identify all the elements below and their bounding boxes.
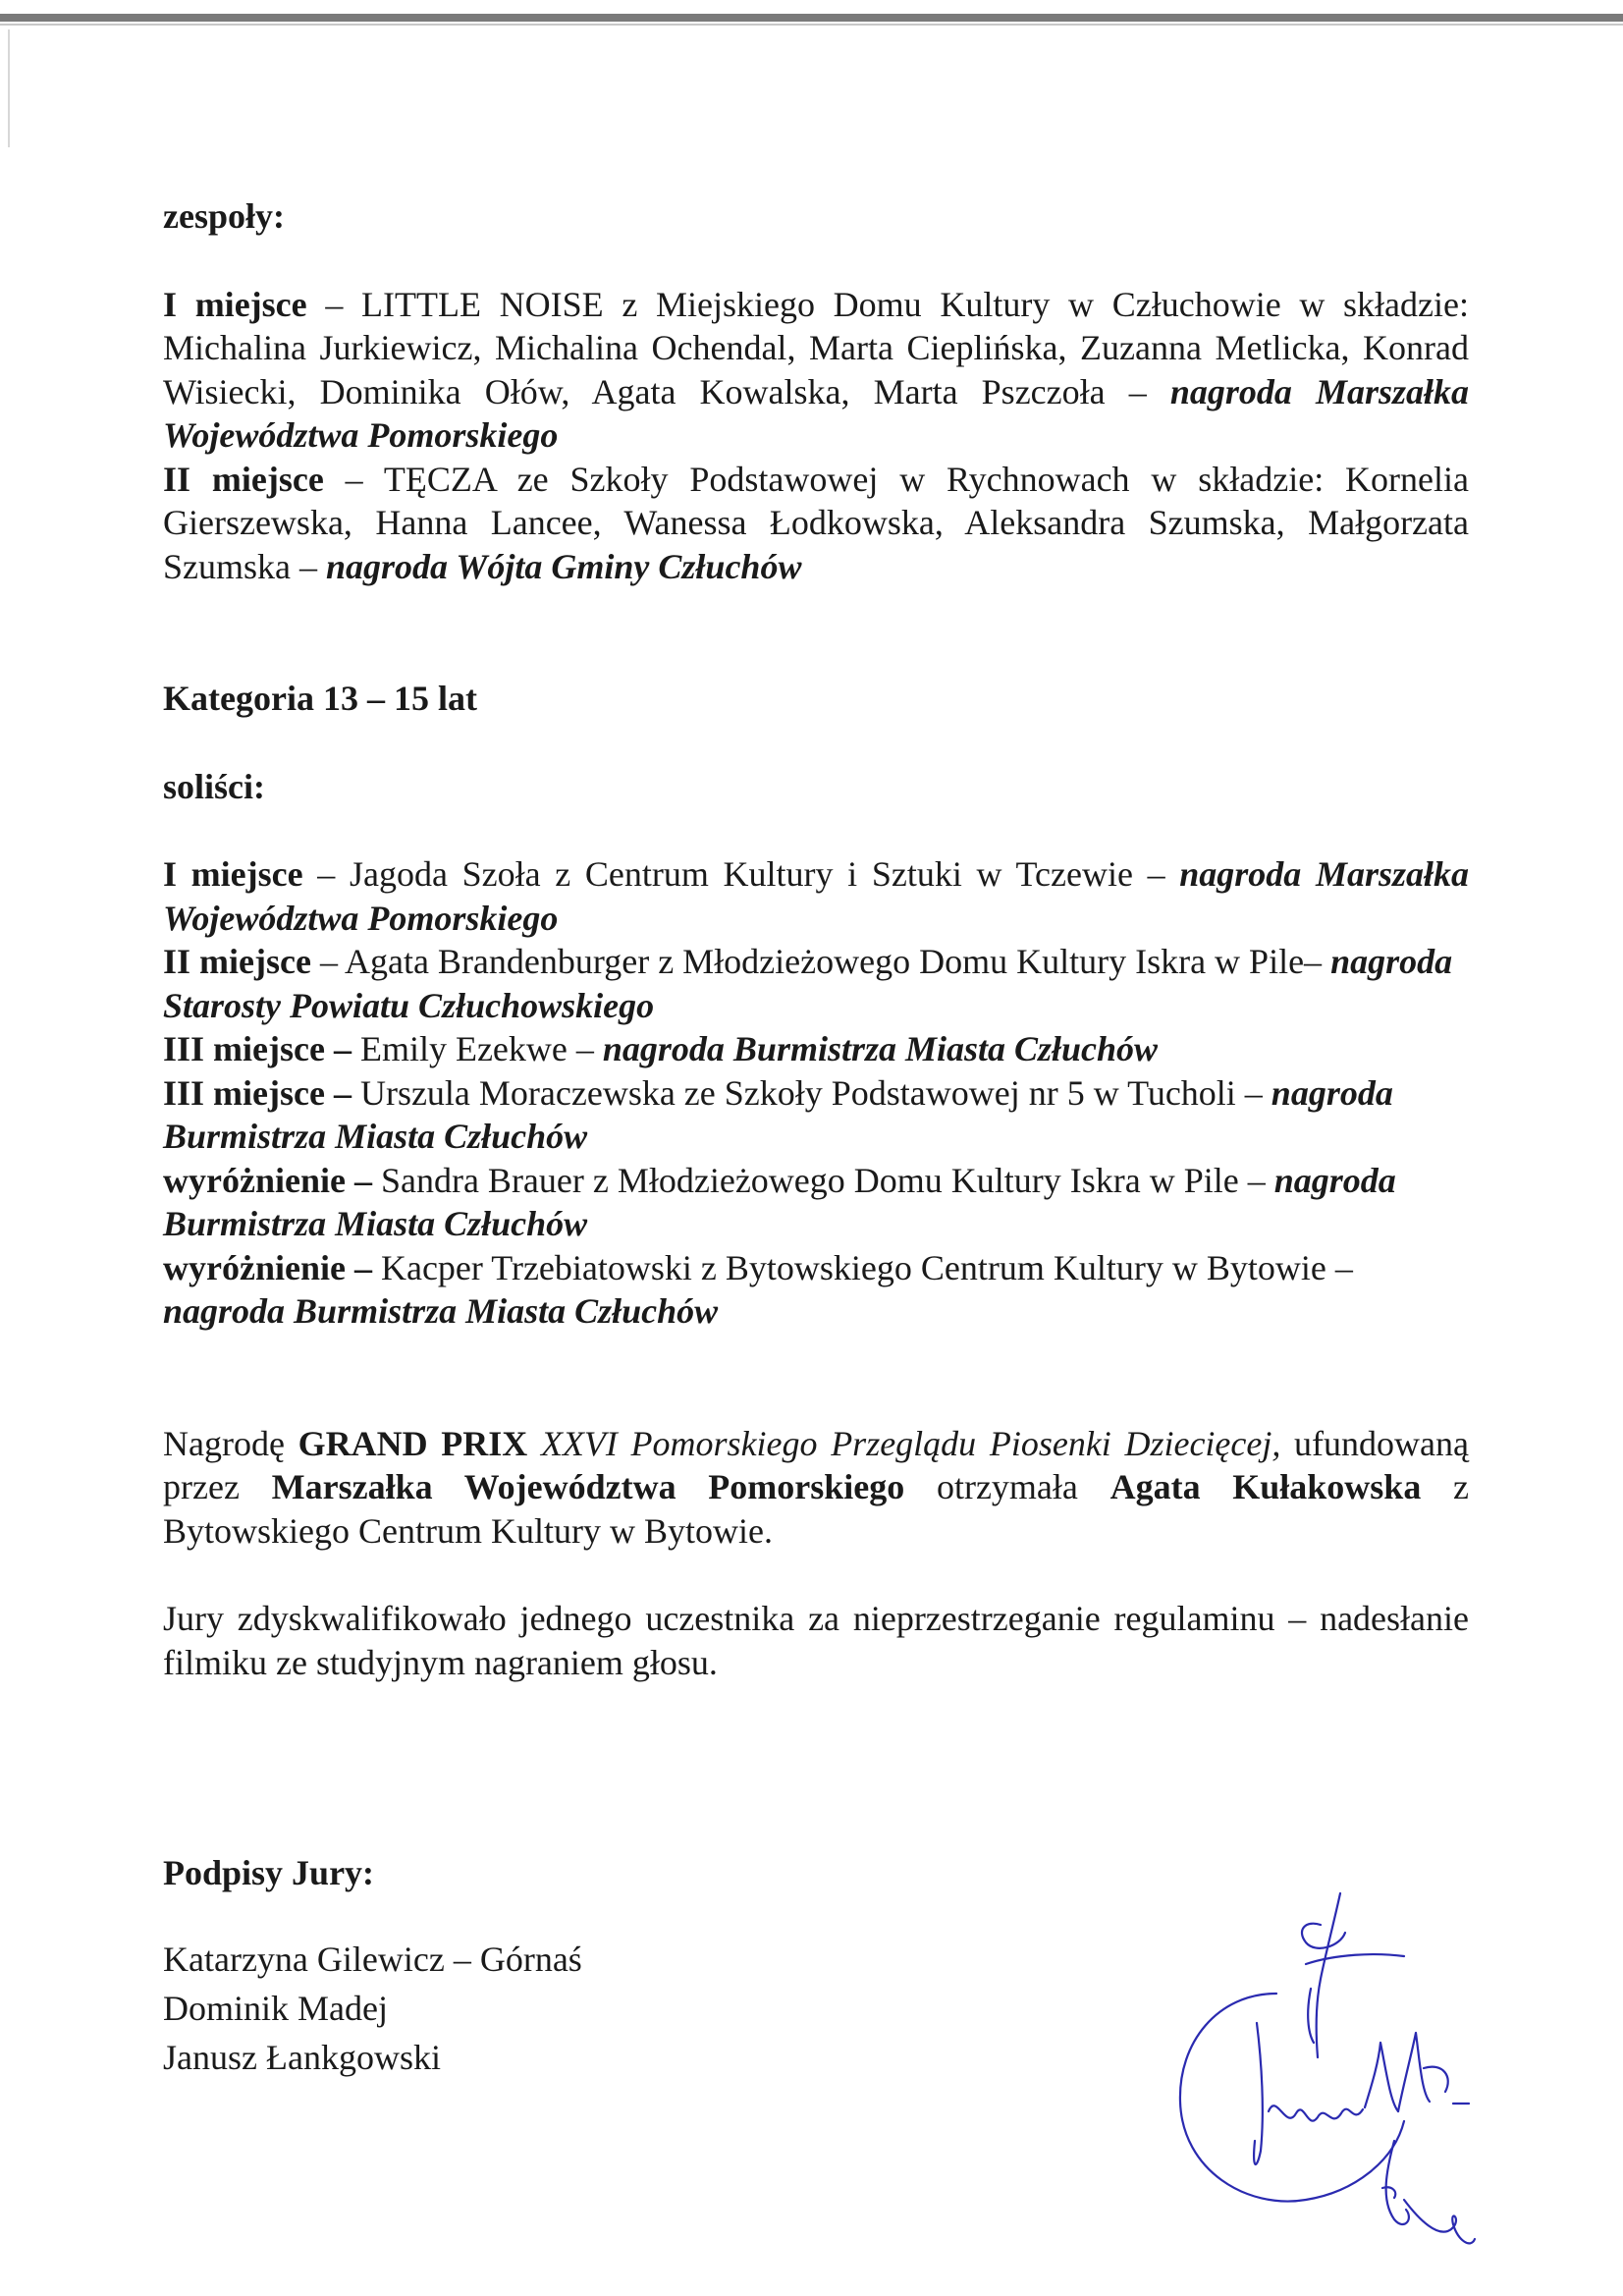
entry-text: Kacper Trzebiatowski z Bytowskiego Centrum Kultury w Bytowie – — [380, 1247, 1353, 1287]
award-text: nagroda Burmistrza Miasta Człuchów — [163, 1072, 1393, 1156]
separator: – — [323, 459, 384, 499]
separator: – — [302, 854, 350, 894]
winner-name: Agata Kułakowska — [1109, 1467, 1422, 1506]
text-run: z Bytowskiego Centrum Kultury w Bytowie. — [163, 1467, 1469, 1551]
grand-prix-paragraph — [163, 1422, 1469, 1554]
award-text: nagroda Burmistrza Miasta Człuchów — [602, 1029, 1159, 1068]
text-run: ufundowaną przez — [163, 1423, 1469, 1506]
festival-name: XXVI Pomorskiego Przeglądu Piosenki Dziecięcej, — [540, 1423, 1281, 1463]
place-label: I miejsce — [163, 854, 303, 894]
soloist-entry-5 — [163, 1159, 1469, 1246]
place-label: II miejsce — [163, 459, 324, 499]
funder-name: Marszałka Województwa Pomorskiego — [271, 1467, 905, 1506]
grand-prix-label: GRAND PRIX — [298, 1423, 528, 1463]
soloist-entry-4 — [163, 1071, 1469, 1159]
entry-text: Emily Ezekwe – — [359, 1029, 603, 1068]
section-heading-zespoly: zespoły: — [163, 196, 285, 236]
separator — [372, 1161, 381, 1200]
award-text: nagroda Wójta Gminy Człuchów — [326, 546, 802, 586]
entry-text: Jagoda Szoła z Centrum Kultury i Sztuki w Tczewie – — [349, 854, 1180, 894]
entry-text: Sandra Brauer z Młodzieżowego Domu Kultury Iskra w Pile – — [380, 1160, 1274, 1200]
jury-member-3: Janusz Łankgowski — [163, 2037, 441, 2077]
separator — [352, 1073, 360, 1113]
separator: – — [306, 284, 362, 324]
entry-text: TĘCZA ze Szkoły Podstawowej w Rychnowach w składzie: Kornelia Gierszewska, Hanna Lancee, Wanessa Łodkowska, Aleksandra Szumska, Małgorzata Szumska – — [163, 459, 1469, 586]
place-label: III miejsce – — [163, 1029, 352, 1068]
place-label: wyróżnienie – — [163, 1160, 372, 1200]
jury-member-1: Katarzyna Gilewicz – Górnaś — [163, 1939, 582, 1979]
award-text: nagroda Marszałka Województwa Pomorskiego — [163, 371, 1469, 455]
disqualification-paragraph: Jury zdyskwalifikowało jednego uczestnika za nieprzestrzeganie regulaminu – nadesłanie filmiku ze studyjnym nagraniem głosu. — [163, 1599, 1469, 1682]
document-page — [163, 194, 1469, 2082]
soloist-entry-3 — [163, 1027, 1469, 1071]
scan-top-edge-shadow — [0, 24, 1623, 26]
entry-text: Urszula Moraczewska ze Szkoły Podstawowej nr 5 w Tucholi – — [359, 1072, 1271, 1113]
text-run: otrzymała — [904, 1467, 1110, 1506]
place-label: III miejsce – — [163, 1072, 352, 1113]
soloist-entry-6 — [163, 1246, 1469, 1334]
award-text: nagroda Marszałka Województwa Pomorskiego — [163, 854, 1470, 938]
separator — [352, 1029, 360, 1068]
zespoly-entry-1 — [163, 283, 1469, 458]
separator: – — [310, 942, 345, 981]
place-label: II miejsce — [163, 942, 311, 981]
place-label: wyróżnienie – — [163, 1247, 372, 1287]
scan-top-edge — [0, 14, 1623, 22]
award-text: nagroda Burmistrza Miasta Człuchów — [163, 1160, 1396, 1243]
award-text: nagroda Burmistrza Miasta Człuchów — [163, 1291, 719, 1331]
signatures-heading: Podpisy Jury: — [163, 1853, 375, 1892]
entry-text: Agata Brandenburger z Młodzieżowego Domu Kultury Iskra w Pile– — [344, 942, 1331, 981]
jury-member-2: Dominik Madej — [163, 1988, 388, 2028]
entry-text: LITTLE NOISE z Miejskiego Domu Kultury w Człuchowie w składzie: Michalina Jurkiewicz, Michalina Ochendal, Marta Cieplińska, Zuzanna Metlicka, Konrad Wisiecki, Dominika Ołów, Agata Kowalska, Marta Pszczoła – — [163, 284, 1469, 411]
award-text: nagroda Starosty Powiatu Człuchowskiego — [163, 942, 1453, 1025]
handwritten-signature — [1159, 1886, 1571, 2269]
section-heading-solisci: soliści: — [163, 766, 265, 806]
soloist-entry-1 — [163, 852, 1469, 940]
soloist-entry-2 — [163, 940, 1469, 1027]
text-run — [527, 1424, 541, 1463]
scan-left-edge — [8, 29, 10, 147]
place-label: I miejsce — [163, 284, 307, 324]
separator — [372, 1248, 381, 1287]
zespoly-entry-2 — [163, 458, 1469, 589]
text-run: Nagrodę — [163, 1423, 298, 1463]
category-title: Kategoria 13 – 15 lat — [163, 679, 477, 718]
